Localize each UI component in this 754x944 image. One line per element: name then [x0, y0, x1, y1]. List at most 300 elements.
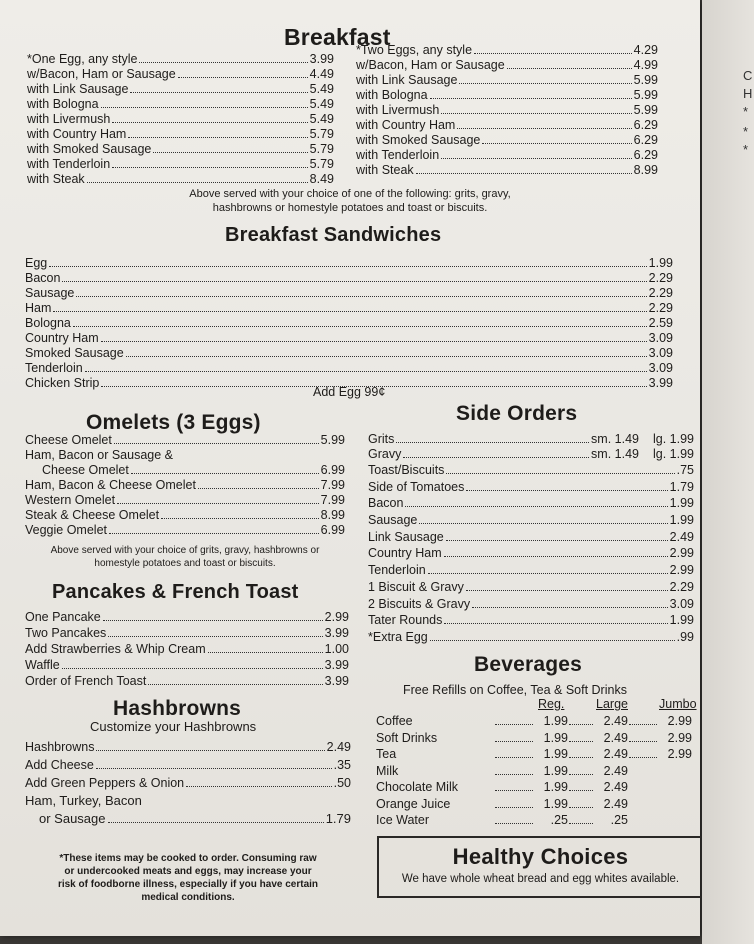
menu-row	[25, 774, 351, 792]
leader-dots	[76, 296, 646, 297]
item-name: Ham, Turkey, Bacon	[25, 793, 142, 808]
item-price: 1.99	[648, 256, 673, 270]
item-name: Steak & Cheese Omelet	[25, 508, 160, 522]
leader-dots	[405, 506, 667, 507]
item-price: 5.49	[309, 82, 334, 96]
menu-row	[25, 523, 345, 538]
item-name: Tater Rounds	[368, 613, 443, 628]
item-name: Bologna	[25, 316, 71, 330]
item-price: 7.99	[320, 493, 345, 507]
menu-row	[368, 529, 694, 546]
item-name: Two Pancakes	[25, 626, 107, 640]
menu-row	[27, 112, 334, 127]
next-page-edge	[702, 0, 754, 944]
breakfast-title: Breakfast	[284, 24, 391, 50]
item-name: Orange Juice	[376, 796, 451, 811]
item-price: 2.99	[669, 563, 694, 578]
item-price: 2.49	[669, 529, 694, 544]
item-price: 8.49	[309, 172, 334, 186]
leader-dots	[482, 143, 631, 144]
item-name: with Country Ham	[356, 118, 456, 132]
warning-line1: *These items may be cooked to order. Consuming raw	[59, 853, 317, 864]
price-reg: 1.99	[543, 796, 568, 811]
foodborne-warning	[32, 852, 344, 904]
item-name: with Livermush	[27, 112, 111, 126]
leader-dots	[430, 640, 675, 641]
item-price: .35	[333, 758, 351, 772]
item-price: 8.99	[633, 163, 658, 177]
omelets-note	[25, 544, 345, 570]
leader-dots	[139, 62, 307, 63]
omelet-ham-bacon-line1	[25, 448, 345, 463]
menu-row	[356, 43, 658, 58]
menu-row	[25, 641, 349, 657]
item-name: with Bologna	[27, 97, 99, 111]
item-price-large: lg. 1.99	[652, 432, 694, 446]
item-name: Hashbrowns	[25, 740, 95, 754]
menu-row	[25, 271, 673, 286]
menu-row	[25, 346, 673, 361]
leader-dots	[569, 724, 593, 725]
leader-dots	[114, 443, 319, 444]
leader-dots	[126, 356, 647, 357]
pancakes-rows	[25, 609, 349, 689]
hashbrowns-rows	[25, 738, 351, 792]
omelets-title: Omelets (3 Eggs)	[86, 411, 261, 434]
item-name: Veggie Omelet	[25, 523, 107, 537]
price-large: 2.49	[603, 730, 628, 745]
leader-dots	[569, 790, 593, 791]
item-price: 3.09	[648, 346, 673, 360]
leader-dots	[131, 473, 319, 474]
item-price: 5.49	[309, 97, 334, 111]
item-name: Add Green Peppers & Onion	[25, 776, 185, 790]
next-page-fragment: *	[743, 104, 749, 119]
item-price: 5.99	[633, 88, 658, 102]
item-name: Tea	[376, 747, 397, 761]
price-reg: 1.99	[543, 780, 568, 794]
menu-row	[27, 157, 334, 172]
leader-dots	[53, 311, 646, 312]
warning-line3: risk of foodborne illness, especially if you have certain	[57, 879, 319, 890]
leader-dots	[396, 442, 589, 443]
leader-dots	[441, 113, 631, 114]
menu-row	[25, 301, 673, 316]
menu-row	[25, 609, 349, 625]
price-reg: .25	[550, 813, 568, 827]
item-price: 3.99	[648, 376, 673, 390]
item-name: Ham	[25, 301, 52, 315]
menu-row	[25, 756, 351, 774]
menu-row	[27, 67, 334, 82]
healthy-choices-box	[377, 836, 704, 898]
item-price: .50	[333, 776, 351, 790]
beverages-list	[376, 713, 706, 829]
item-name: Grits	[368, 432, 395, 446]
item-price: 5.99	[633, 73, 658, 87]
menu-row	[25, 331, 673, 346]
menu-row	[25, 508, 345, 523]
item-price: 5.79	[309, 142, 334, 156]
item-name: *Extra Egg	[368, 629, 428, 644]
item-price: 2.99	[669, 546, 694, 561]
leader-dots	[49, 266, 646, 267]
price-large: .25	[610, 813, 628, 827]
item-name: with Steak	[27, 172, 85, 186]
hashbrowns-meat-line1	[25, 792, 351, 810]
menu-row	[25, 316, 673, 331]
leader-dots	[101, 341, 647, 342]
hashbrowns-title: Hashbrowns	[113, 697, 242, 720]
price-jumbo: 2.99	[667, 730, 692, 745]
item-price: 1.79	[325, 811, 351, 826]
leader-dots	[96, 768, 332, 769]
leader-dots	[441, 158, 632, 159]
leader-dots	[103, 620, 323, 621]
menu-row	[356, 73, 658, 88]
item-name: Ice Water	[376, 813, 430, 827]
item-price: 6.99	[320, 523, 345, 537]
item-price: 6.29	[633, 148, 658, 162]
item-price: 3.99	[324, 626, 349, 640]
leader-dots	[495, 823, 533, 824]
item-name: Country Ham	[25, 331, 99, 345]
item-name: with Country Ham	[27, 127, 127, 141]
healthy-choices-title: Healthy Choices	[452, 844, 629, 869]
item-name: with Smoked Sausage	[27, 142, 152, 156]
leader-dots	[62, 281, 646, 282]
menu-row	[368, 562, 694, 579]
leader-dots	[495, 724, 533, 725]
item-price: 3.09	[648, 331, 673, 345]
col-reg: Reg.	[538, 697, 565, 711]
price-large: 2.49	[603, 747, 628, 761]
menu-row	[368, 462, 694, 479]
item-name: with Tenderloin	[356, 148, 440, 162]
menu-row	[27, 127, 334, 142]
menu-row	[27, 82, 334, 97]
beverage-row	[376, 796, 706, 813]
omelet-cheese	[25, 433, 345, 448]
col-large: Large	[596, 697, 628, 711]
side-grits	[368, 432, 694, 447]
leader-dots	[629, 741, 657, 742]
menu-row	[25, 673, 349, 689]
item-price: 5.49	[309, 112, 334, 126]
leader-dots	[629, 757, 657, 758]
item-name: Soft Drinks	[376, 730, 438, 745]
leader-dots	[62, 668, 323, 669]
item-name: Smoked Sausage	[25, 346, 124, 360]
next-page-fragment: H	[743, 86, 753, 101]
item-price: 5.79	[309, 127, 334, 141]
leader-dots	[569, 774, 593, 775]
beverages-headers	[376, 697, 706, 712]
menu-row	[368, 629, 694, 646]
menu-row	[356, 103, 658, 118]
item-price: 3.99	[309, 52, 334, 66]
leader-dots	[112, 122, 307, 123]
item-price: 2.29	[669, 579, 694, 594]
leader-dots	[73, 326, 647, 327]
pancakes-title: Pancakes & French Toast	[52, 581, 299, 603]
leader-dots	[629, 724, 657, 725]
item-name: Ham, Bacon & Cheese Omelet	[25, 478, 196, 492]
sandwiches-title: Breakfast Sandwiches	[225, 224, 442, 246]
item-name: *One Egg, any style	[27, 52, 138, 66]
leader-dots	[569, 807, 593, 808]
hashbrowns-list	[25, 738, 351, 828]
leader-dots	[130, 92, 307, 93]
menu-row	[368, 596, 694, 613]
item-price: 3.99	[324, 674, 349, 688]
warning-line4: medical conditions.	[141, 892, 235, 903]
item-price: .99	[676, 629, 694, 644]
item-price: 4.29	[633, 43, 658, 57]
menu-row	[356, 148, 658, 163]
item-name: 2 Biscuits & Gravy	[368, 596, 471, 611]
menu-row	[25, 625, 349, 641]
beverage-row	[376, 812, 706, 829]
menu-row	[356, 58, 658, 73]
item-name: Sausage	[368, 513, 418, 528]
menu-row	[25, 478, 345, 493]
leader-dots	[446, 473, 674, 474]
item-price: 5.79	[309, 157, 334, 171]
item-name: Bacon	[25, 271, 61, 285]
menu-row	[356, 118, 658, 133]
item-name: 1 Biscuit & Gravy	[368, 579, 464, 594]
item-price: 4.49	[309, 67, 334, 81]
breakfast-note	[140, 187, 560, 215]
price-large: 2.49	[603, 763, 628, 778]
leader-dots	[495, 774, 533, 775]
item-name: Bacon	[368, 496, 404, 511]
breakfast-note-line1: Above served with your choice of one of the following: grits, gravy,	[189, 188, 511, 200]
item-price: 2.99	[324, 610, 349, 624]
item-name: Sausage	[25, 286, 75, 300]
two-eggs-list	[356, 43, 658, 178]
item-price-small: sm. 1.49	[591, 447, 639, 461]
warning-line2: or undercooked meats and eggs, may increase your	[64, 866, 312, 877]
menu-row	[356, 88, 658, 103]
price-reg: 1.99	[543, 714, 568, 728]
item-price: 3.09	[669, 596, 694, 611]
leader-dots	[403, 457, 589, 458]
item-name: Milk	[376, 763, 399, 778]
omelets-note-line2: homestyle potatoes and toast or biscuits.	[94, 558, 276, 569]
healthy-choices-subtitle: We have whole wheat bread and egg whites available.	[401, 873, 680, 885]
price-jumbo: 2.99	[667, 714, 692, 728]
item-name: Ham, Bacon or Sausage &	[25, 448, 173, 462]
breakfast-note-line2: hashbrowns or homestyle potatoes and toast or biscuits.	[212, 202, 488, 214]
leader-dots	[495, 757, 533, 758]
omelets-rows	[25, 478, 345, 538]
leader-dots	[208, 652, 323, 653]
leader-dots	[117, 503, 319, 504]
beverage-row	[376, 730, 706, 747]
menu-row	[25, 738, 351, 756]
leader-dots	[569, 757, 593, 758]
item-price: 1.00	[324, 642, 349, 656]
leader-dots	[148, 684, 322, 685]
leader-dots	[153, 152, 307, 153]
leader-dots	[444, 623, 667, 624]
item-price: 2.49	[326, 740, 351, 754]
pancakes-list	[25, 609, 349, 689]
menu-row	[25, 361, 673, 376]
omelets-note-line1: Above served with your choice of grits, gravy, hashbrowns or	[50, 545, 320, 556]
price-jumbo: 2.99	[667, 747, 692, 761]
beverage-row	[376, 763, 706, 780]
leader-dots	[569, 741, 593, 742]
item-name: with Link Sausage	[356, 73, 458, 87]
item-name: with Link Sausage	[27, 82, 129, 96]
leader-dots	[112, 167, 308, 168]
omelet-ham-bacon	[25, 463, 345, 478]
leader-dots	[444, 556, 668, 557]
leader-dots	[430, 98, 632, 99]
item-price: 5.99	[633, 103, 658, 117]
item-name: Toast/Biscuits	[368, 463, 445, 477]
next-page-fragment: *	[743, 124, 749, 139]
leader-dots	[85, 371, 647, 372]
item-price: 6.99	[320, 463, 345, 477]
sides-list	[368, 432, 694, 646]
item-name: Chocolate Milk	[376, 780, 458, 794]
item-price: 1.99	[669, 496, 694, 511]
item-name: Waffle	[25, 658, 60, 672]
item-price: .75	[676, 463, 694, 477]
item-price: 1.79	[669, 479, 694, 494]
menu-row	[27, 52, 334, 67]
one-egg-list	[27, 52, 334, 187]
leader-dots	[474, 53, 632, 54]
leader-dots	[109, 533, 319, 534]
menu-row	[368, 545, 694, 562]
item-price: 2.29	[648, 271, 673, 285]
leader-dots	[128, 137, 307, 138]
item-price: 4.99	[633, 58, 658, 72]
beverage-row	[376, 746, 706, 763]
item-name: Egg	[25, 256, 48, 270]
price-large: 2.49	[603, 780, 628, 794]
leader-dots	[178, 77, 308, 78]
hashbrowns-meat	[25, 810, 351, 828]
item-name: or Sausage	[39, 811, 106, 826]
sandwiches-rows	[25, 256, 673, 391]
leader-dots	[428, 573, 668, 574]
leader-dots	[198, 488, 319, 489]
menu-row	[25, 256, 673, 271]
beverages-rows	[376, 713, 706, 829]
leader-dots	[466, 590, 668, 591]
beverages-subtitle: Free Refills on Coffee, Tea & Soft Drinks	[403, 683, 627, 697]
item-price: 6.29	[633, 118, 658, 132]
leader-dots	[472, 607, 668, 608]
leader-dots	[101, 107, 308, 108]
item-price: 8.99	[320, 508, 345, 522]
menu-row	[368, 512, 694, 529]
item-name: Cheese Omelet	[42, 463, 129, 477]
item-name: Link Sausage	[368, 529, 444, 544]
item-name: Add Strawberries & Whip Cream	[25, 642, 206, 656]
next-page-fragment: C	[743, 68, 753, 83]
leader-dots	[161, 518, 319, 519]
item-price: 1.99	[669, 513, 694, 528]
leader-dots	[495, 807, 533, 808]
leader-dots	[495, 741, 533, 742]
hashbrowns-subtitle: Customize your Hashbrowns	[90, 719, 257, 734]
menu-row	[368, 612, 694, 629]
item-name: Side of Tomatoes	[368, 479, 465, 494]
item-price: 5.99	[320, 433, 345, 447]
price-reg: 1.99	[543, 730, 568, 745]
item-name: Add Cheese	[25, 758, 94, 772]
item-price-large: lg. 1.99	[652, 447, 694, 461]
menu-row	[25, 657, 349, 673]
item-price: 3.09	[648, 361, 673, 375]
leader-dots	[108, 636, 322, 637]
item-name: with Tenderloin	[27, 157, 111, 171]
menu-row	[356, 163, 658, 178]
leader-dots	[108, 822, 324, 823]
leader-dots	[87, 182, 308, 183]
sandwiches-list	[25, 256, 673, 391]
item-name: with Steak	[356, 163, 414, 177]
item-name: Cheese Omelet	[25, 433, 112, 447]
next-page-fragment: *	[743, 142, 749, 157]
item-price: 1.99	[669, 613, 694, 628]
item-name: w/Bacon, Ham or Sausage	[27, 67, 176, 81]
item-name: One Pancake	[25, 610, 101, 624]
menu-row	[27, 172, 334, 187]
item-price: 2.29	[648, 301, 673, 315]
item-name: *Two Eggs, any style	[356, 43, 473, 57]
item-name: Tenderloin	[368, 563, 426, 578]
sides-rows	[368, 462, 694, 646]
menu-row	[368, 495, 694, 512]
omelets-list	[25, 433, 345, 538]
beverage-row	[376, 713, 706, 730]
col-jumbo: Jumbo	[659, 697, 697, 711]
menu-row	[356, 133, 658, 148]
menu-row	[27, 97, 334, 112]
beverage-row	[376, 779, 706, 796]
item-name: with Livermush	[356, 103, 440, 117]
item-name: Chicken Strip	[25, 376, 100, 390]
item-price: 2.29	[648, 286, 673, 300]
item-price: 6.29	[633, 133, 658, 147]
price-large: 2.49	[603, 796, 628, 811]
item-name: Country Ham	[368, 546, 442, 561]
item-name: Tenderloin	[25, 361, 83, 375]
leader-dots	[507, 68, 632, 69]
menu-row	[25, 493, 345, 508]
leader-dots	[96, 750, 324, 751]
menu-row	[368, 579, 694, 596]
leader-dots	[457, 128, 631, 129]
item-name: Coffee	[376, 714, 413, 728]
two-eggs-rows	[356, 43, 658, 178]
item-name: Western Omelet	[25, 493, 116, 507]
leader-dots	[459, 83, 631, 84]
item-name: Order of French Toast	[25, 674, 147, 688]
menu-row	[368, 479, 694, 496]
leader-dots	[466, 490, 667, 491]
add-egg-note: Add Egg 99¢	[313, 385, 386, 399]
item-price: 7.99	[320, 478, 345, 492]
